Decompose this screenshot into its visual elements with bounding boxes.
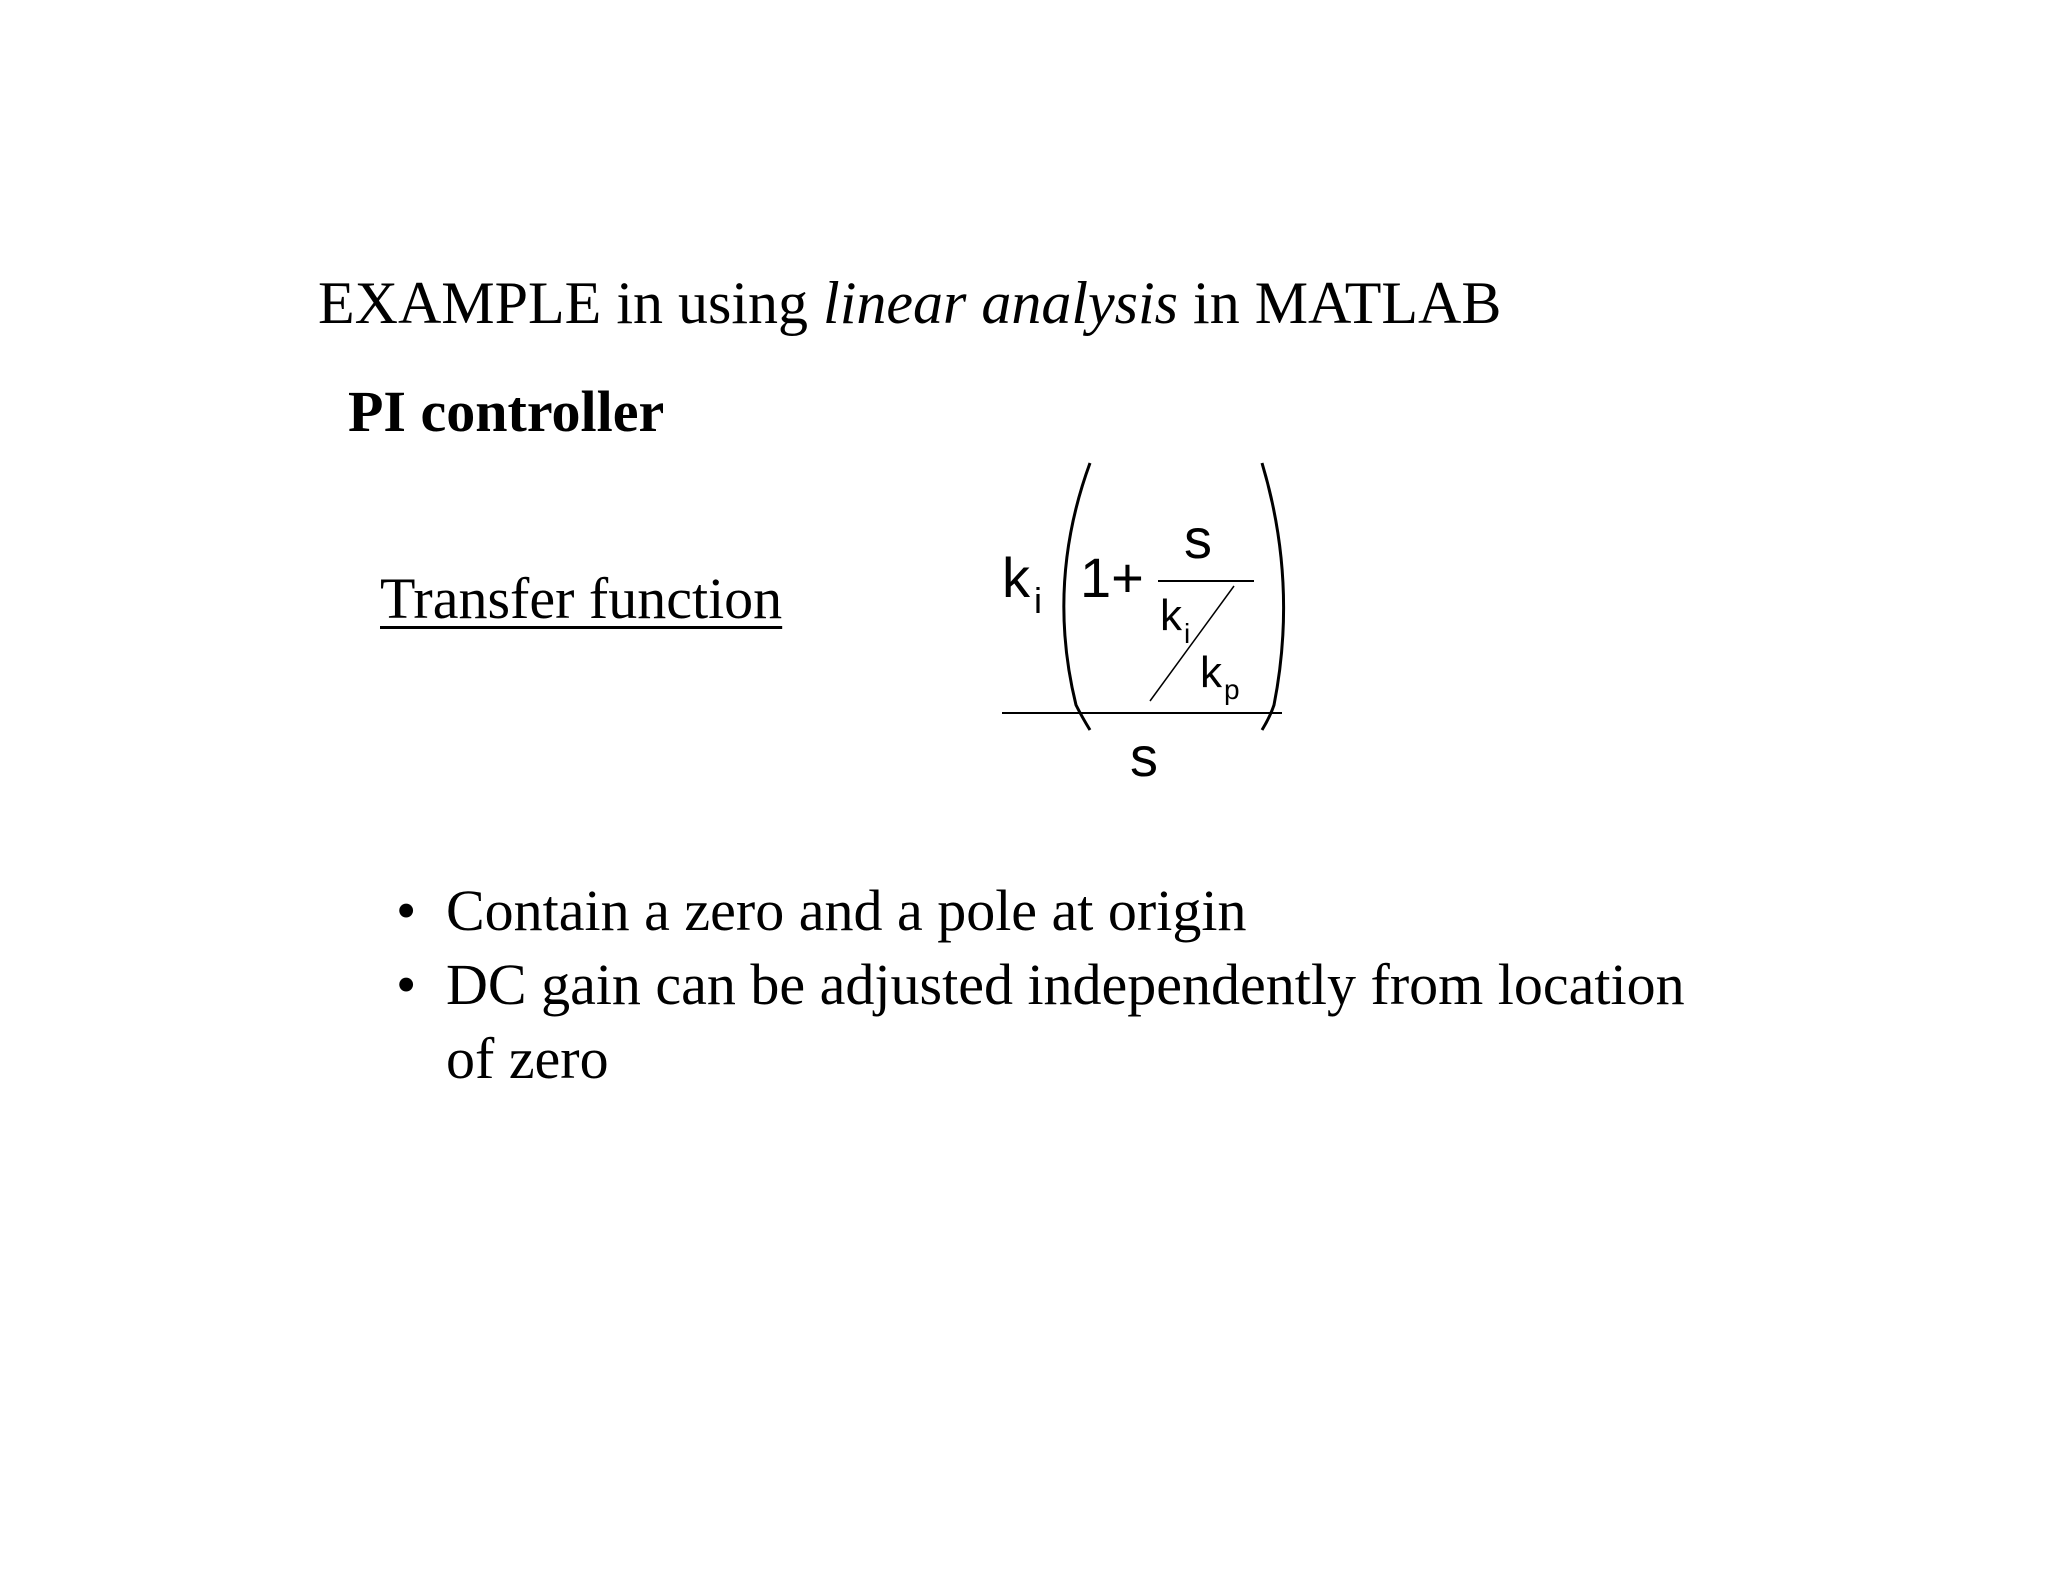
section-heading: PI controller: [348, 379, 665, 444]
formula-inner-k-p: k: [1200, 648, 1222, 697]
formula-k-outer: k: [1002, 546, 1030, 609]
formula-inner-k-p-subscript: p: [1224, 674, 1240, 705]
bullet-marker: •: [396, 878, 417, 943]
bullet-item: [396, 874, 1696, 948]
title-text-start: EXAMPLE in using: [318, 270, 824, 336]
formula-denominator-s: s: [1130, 725, 1158, 788]
formula-right-paren: [1262, 463, 1284, 730]
formula-inner-k-i-subscript: i: [1184, 618, 1191, 649]
title-text-end: in MATLAB: [1178, 270, 1502, 336]
bullet-text: DC gain can be adjusted independently from location of zero: [446, 952, 1685, 1091]
formula-inner-k-i: k: [1160, 591, 1182, 640]
bullet-item: [396, 948, 1696, 1096]
formula-inner-s: s: [1184, 507, 1212, 570]
formula-graphic: [990, 455, 1310, 795]
bullet-text: Contain a zero and a pole at origin: [446, 878, 1247, 943]
bullet-marker: •: [396, 952, 417, 1017]
slide-title: [318, 268, 1501, 338]
title-emphasis: linear analysis: [823, 270, 1179, 336]
formula-one-plus: 1+: [1080, 546, 1144, 609]
transfer-function-formula: [990, 455, 1310, 795]
transfer-function-label: Transfer function: [380, 566, 783, 631]
bullet-list: [396, 874, 1696, 1096]
formula-k-outer-subscript: i: [1034, 580, 1042, 621]
